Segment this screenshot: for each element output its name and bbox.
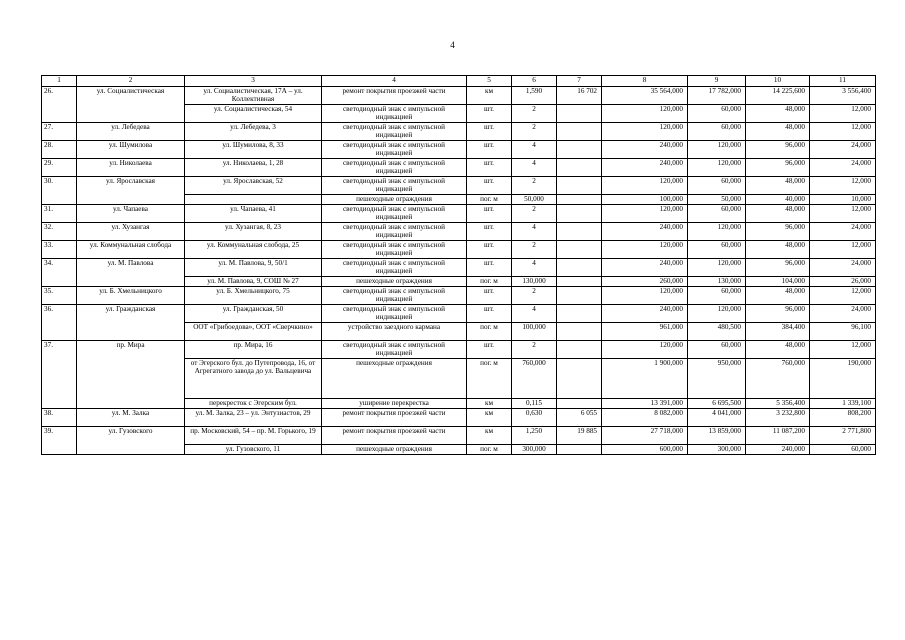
row-number-cell: 39. (42, 427, 77, 455)
street-name-cell: ул. Социалистическая (77, 87, 185, 123)
quantity-cell: 1,250 (512, 427, 557, 445)
location-cell: ул. Социалистическая, 54 (185, 105, 322, 123)
area-cell (557, 445, 602, 455)
unit-cell: км (467, 399, 512, 409)
col9-cell: 13 859,000 (688, 427, 746, 445)
work-type-cell: ремонт покрытия проезжей части (322, 409, 467, 427)
table-row (42, 287, 876, 305)
col9-cell: 120,000 (688, 159, 746, 177)
row-number-cell: 36. (42, 305, 77, 341)
area-cell (557, 205, 602, 223)
work-type-cell: пешеходные ограждения (322, 195, 467, 205)
col11-cell: 24,000 (810, 305, 876, 323)
work-type-cell: светодиодный знак с импульсной индикацией (322, 287, 467, 305)
location-cell: ул. Лебедева, 3 (185, 123, 322, 141)
location-cell: ул. Социалистическая, 17А – ул. Коллективная (185, 87, 322, 105)
quantity-cell: 2 (512, 241, 557, 259)
quantity-cell: 50,000 (512, 195, 557, 205)
street-name-cell: ул. Ярославская (77, 177, 185, 205)
unit-cell: шт. (467, 287, 512, 305)
quantity-cell: 4 (512, 159, 557, 177)
col11-cell: 190,000 (810, 359, 876, 399)
work-type-cell: уширение перекрестка (322, 399, 467, 409)
area-cell (557, 141, 602, 159)
street-name-cell: ул. М. Залка (77, 409, 185, 427)
location-cell: пр. Мира, 16 (185, 341, 322, 359)
col10-cell: 48,000 (746, 123, 810, 141)
area-cell (557, 177, 602, 195)
table-row (42, 159, 876, 177)
total-cost-cell: 240,000 (602, 259, 688, 277)
total-cost-cell: 1 900,000 (602, 359, 688, 399)
quantity-cell: 2 (512, 177, 557, 195)
area-cell (557, 241, 602, 259)
location-cell: ООТ «Грибоедова», ООТ «Сверчкино» (185, 323, 322, 341)
col10-cell: 40,000 (746, 195, 810, 205)
col9-cell: 120,000 (688, 141, 746, 159)
location-cell: ул. М. Залка, 23 – ул. Энтузиастов, 29 (185, 409, 322, 427)
col11-cell: 12,000 (810, 241, 876, 259)
col10-cell: 48,000 (746, 105, 810, 123)
total-cost-cell: 27 718,000 (602, 427, 688, 445)
quantity-cell: 4 (512, 223, 557, 241)
col11-cell: 12,000 (810, 105, 876, 123)
total-cost-cell: 35 564,000 (602, 87, 688, 105)
location-cell: ул. Ярославская, 52 (185, 177, 322, 195)
location-cell: ул. Коммунальная слобода, 25 (185, 241, 322, 259)
area-cell (557, 105, 602, 123)
column-header: 1 (42, 76, 77, 87)
quantity-cell: 2 (512, 205, 557, 223)
table-row (42, 241, 876, 259)
location-cell: перекресток с Эгерским бул. (185, 399, 322, 409)
col9-cell: 130,000 (688, 277, 746, 287)
location-cell: ул. Б. Хмельницкого, 75 (185, 287, 322, 305)
unit-cell: шт. (467, 223, 512, 241)
work-type-cell: светодиодный знак с импульсной индикацией (322, 123, 467, 141)
street-name-cell: ул. Хузангая (77, 223, 185, 241)
location-cell (185, 195, 322, 205)
area-cell (557, 323, 602, 341)
col9-cell: 480,500 (688, 323, 746, 341)
total-cost-cell: 120,000 (602, 341, 688, 359)
location-cell: ул. М. Павлова, 9, 50/1 (185, 259, 322, 277)
col10-cell: 48,000 (746, 341, 810, 359)
works-table (41, 75, 876, 455)
column-header: 11 (810, 76, 876, 87)
unit-cell: км (467, 427, 512, 445)
col9-cell: 120,000 (688, 223, 746, 241)
total-cost-cell: 100,000 (602, 195, 688, 205)
quantity-cell: 0,115 (512, 399, 557, 409)
total-cost-cell: 120,000 (602, 105, 688, 123)
column-header: 3 (185, 76, 322, 87)
quantity-cell: 100,000 (512, 323, 557, 341)
street-name-cell: ул. Николаева (77, 159, 185, 177)
unit-cell: пог. м (467, 277, 512, 287)
total-cost-cell: 13 391,000 (602, 399, 688, 409)
col11-cell: 10,000 (810, 195, 876, 205)
col10-cell: 384,400 (746, 323, 810, 341)
col10-cell: 96,000 (746, 141, 810, 159)
col10-cell: 48,000 (746, 287, 810, 305)
location-cell: ул. Шумилова, 8, 33 (185, 141, 322, 159)
row-number-cell: 33. (42, 241, 77, 259)
street-name-cell: ул. Коммунальная слобода (77, 241, 185, 259)
quantity-cell: 4 (512, 305, 557, 323)
col11-cell: 24,000 (810, 141, 876, 159)
col10-cell: 14 225,600 (746, 87, 810, 105)
quantity-cell: 300,000 (512, 445, 557, 455)
row-number-cell: 38. (42, 409, 77, 427)
area-cell (557, 277, 602, 287)
col10-cell: 48,000 (746, 241, 810, 259)
area-cell (557, 123, 602, 141)
unit-cell: шт. (467, 141, 512, 159)
unit-cell: шт. (467, 159, 512, 177)
col9-cell: 60,000 (688, 241, 746, 259)
work-type-cell: пешеходные ограждения (322, 445, 467, 455)
column-header: 7 (557, 76, 602, 87)
total-cost-cell: 260,000 (602, 277, 688, 287)
row-number-cell: 27. (42, 123, 77, 141)
unit-cell: шт. (467, 205, 512, 223)
total-cost-cell: 961,000 (602, 323, 688, 341)
area-cell (557, 159, 602, 177)
table-row (42, 305, 876, 323)
unit-cell: пог. м (467, 359, 512, 399)
col11-cell: 26,000 (810, 277, 876, 287)
location-cell: от Эгерского бул. до Путепровода, 16, от Агрегатного завода до ул. Вальцевича (185, 359, 322, 399)
quantity-cell: 0,630 (512, 409, 557, 427)
row-number-cell: 30. (42, 177, 77, 205)
unit-cell: км (467, 409, 512, 427)
row-number-cell: 28. (42, 141, 77, 159)
quantity-cell: 2 (512, 123, 557, 141)
col9-cell: 300,000 (688, 445, 746, 455)
row-number-cell: 35. (42, 287, 77, 305)
col11-cell: 808,200 (810, 409, 876, 427)
street-name-cell: ул. Гузовского (77, 427, 185, 455)
col10-cell: 96,000 (746, 159, 810, 177)
col11-cell: 24,000 (810, 259, 876, 277)
col10-cell: 11 087,200 (746, 427, 810, 445)
col10-cell: 104,000 (746, 277, 810, 287)
row-number-cell: 37. (42, 341, 77, 409)
col9-cell: 17 782,000 (688, 87, 746, 105)
total-cost-cell: 120,000 (602, 287, 688, 305)
location-cell: ул. Хузангая, 8, 23 (185, 223, 322, 241)
col9-cell: 60,000 (688, 105, 746, 123)
total-cost-cell: 120,000 (602, 241, 688, 259)
col10-cell: 3 232,800 (746, 409, 810, 427)
total-cost-cell: 240,000 (602, 141, 688, 159)
col9-cell: 60,000 (688, 123, 746, 141)
total-cost-cell: 240,000 (602, 305, 688, 323)
quantity-cell: 2 (512, 105, 557, 123)
col9-cell: 60,000 (688, 177, 746, 195)
unit-cell: пог. м (467, 195, 512, 205)
col11-cell: 12,000 (810, 341, 876, 359)
unit-cell: шт. (467, 123, 512, 141)
page-number: 4 (450, 40, 455, 50)
col10-cell: 5 356,400 (746, 399, 810, 409)
area-cell (557, 341, 602, 359)
col11-cell: 60,000 (810, 445, 876, 455)
unit-cell: шт. (467, 259, 512, 277)
work-type-cell: светодиодный знак с импульсной индикацией (322, 177, 467, 195)
area-cell (557, 359, 602, 399)
col10-cell: 760,000 (746, 359, 810, 399)
column-header: 8 (602, 76, 688, 87)
row-number-cell: 26. (42, 87, 77, 123)
area-cell (557, 287, 602, 305)
row-number-cell: 29. (42, 159, 77, 177)
location-cell: ул. Николаева, 1, 28 (185, 159, 322, 177)
col9-cell: 50,000 (688, 195, 746, 205)
area-cell (557, 305, 602, 323)
unit-cell: шт. (467, 177, 512, 195)
quantity-cell: 2 (512, 341, 557, 359)
location-cell: ул. Гражданская, 50 (185, 305, 322, 323)
area-cell (557, 223, 602, 241)
col11-cell: 24,000 (810, 159, 876, 177)
location-cell: ул. М. Павлова, 9, СОШ № 27 (185, 277, 322, 287)
col10-cell: 96,000 (746, 305, 810, 323)
work-type-cell: светодиодный знак с импульсной индикацией (322, 205, 467, 223)
col9-cell: 60,000 (688, 341, 746, 359)
total-cost-cell: 240,000 (602, 223, 688, 241)
location-cell: ул. Гузовского, 11 (185, 445, 322, 455)
work-type-cell: светодиодный знак с импульсной индикацией (322, 141, 467, 159)
total-cost-cell: 240,000 (602, 159, 688, 177)
work-type-cell: ремонт покрытия проезжей части (322, 427, 467, 445)
work-type-cell: светодиодный знак с импульсной индикацией (322, 305, 467, 323)
col11-cell: 96,100 (810, 323, 876, 341)
col11-cell: 2 771,800 (810, 427, 876, 445)
table-row (42, 205, 876, 223)
column-header: 9 (688, 76, 746, 87)
quantity-cell: 4 (512, 141, 557, 159)
col10-cell: 48,000 (746, 177, 810, 195)
work-type-cell: пешеходные ограждения (322, 359, 467, 399)
unit-cell: пог. м (467, 323, 512, 341)
work-type-cell: устройство заездного кармана (322, 323, 467, 341)
unit-cell: шт. (467, 105, 512, 123)
street-name-cell: ул. Шумилова (77, 141, 185, 159)
street-name-cell: ул. Б. Хмельницкого (77, 287, 185, 305)
work-type-cell: светодиодный знак с импульсной индикацией (322, 223, 467, 241)
table-row (42, 141, 876, 159)
column-header: 4 (322, 76, 467, 87)
row-number-cell: 32. (42, 223, 77, 241)
area-cell: 16 702 (557, 87, 602, 105)
col11-cell: 12,000 (810, 287, 876, 305)
work-type-cell: светодиодный знак с импульсной индикацией (322, 159, 467, 177)
unit-cell: шт. (467, 241, 512, 259)
column-header: 2 (77, 76, 185, 87)
work-type-cell: светодиодный знак с импульсной индикацией (322, 259, 467, 277)
col9-cell: 60,000 (688, 205, 746, 223)
col9-cell: 60,000 (688, 287, 746, 305)
unit-cell: шт. (467, 305, 512, 323)
area-cell: 6 055 (557, 409, 602, 427)
row-number-cell: 31. (42, 205, 77, 223)
unit-cell: пог. м (467, 445, 512, 455)
street-name-cell: пр. Мира (77, 341, 185, 409)
column-header: 5 (467, 76, 512, 87)
quantity-cell: 130,000 (512, 277, 557, 287)
work-type-cell: светодиодный знак с импульсной индикацией (322, 105, 467, 123)
col9-cell: 6 695,500 (688, 399, 746, 409)
area-cell: 19 885 (557, 427, 602, 445)
quantity-cell: 760,000 (512, 359, 557, 399)
area-cell (557, 259, 602, 277)
col9-cell: 950,000 (688, 359, 746, 399)
street-name-cell: ул. Лебедева (77, 123, 185, 141)
table-row (42, 409, 876, 427)
column-header: 6 (512, 76, 557, 87)
unit-cell: км (467, 87, 512, 105)
table-row (42, 177, 876, 195)
table-row (42, 223, 876, 241)
col11-cell: 24,000 (810, 223, 876, 241)
table-row (42, 123, 876, 141)
column-header: 10 (746, 76, 810, 87)
row-number-cell: 34. (42, 259, 77, 287)
location-cell: пр. Московский, 54 – пр. М. Горького, 19 (185, 427, 322, 445)
work-type-cell: пешеходные ограждения (322, 277, 467, 287)
street-name-cell: ул. М. Павлова (77, 259, 185, 287)
header-row (42, 76, 876, 87)
area-cell (557, 399, 602, 409)
quantity-cell: 1,590 (512, 87, 557, 105)
total-cost-cell: 120,000 (602, 205, 688, 223)
total-cost-cell: 120,000 (602, 123, 688, 141)
col9-cell: 4 041,000 (688, 409, 746, 427)
work-type-cell: светодиодный знак с импульсной индикацией (322, 341, 467, 359)
street-name-cell: ул. Гражданская (77, 305, 185, 341)
total-cost-cell: 600,000 (602, 445, 688, 455)
location-cell: ул. Чапаева, 41 (185, 205, 322, 223)
work-type-cell: светодиодный знак с импульсной индикацией (322, 241, 467, 259)
col10-cell: 96,000 (746, 223, 810, 241)
total-cost-cell: 120,000 (602, 177, 688, 195)
col11-cell: 3 556,400 (810, 87, 876, 105)
col11-cell: 12,000 (810, 123, 876, 141)
col10-cell: 96,000 (746, 259, 810, 277)
area-cell (557, 195, 602, 205)
table-row (42, 87, 876, 105)
quantity-cell: 2 (512, 287, 557, 305)
col9-cell: 120,000 (688, 305, 746, 323)
col11-cell: 12,000 (810, 205, 876, 223)
street-name-cell: ул. Чапаева (77, 205, 185, 223)
col10-cell: 48,000 (746, 205, 810, 223)
col11-cell: 12,000 (810, 177, 876, 195)
col11-cell: 1 339,100 (810, 399, 876, 409)
table-row (42, 427, 876, 445)
total-cost-cell: 8 082,000 (602, 409, 688, 427)
col10-cell: 240,000 (746, 445, 810, 455)
quantity-cell: 4 (512, 259, 557, 277)
table-row (42, 341, 876, 359)
work-type-cell: ремонт покрытия проезжей части (322, 87, 467, 105)
table-row (42, 259, 876, 277)
unit-cell: шт. (467, 341, 512, 359)
col9-cell: 120,000 (688, 259, 746, 277)
